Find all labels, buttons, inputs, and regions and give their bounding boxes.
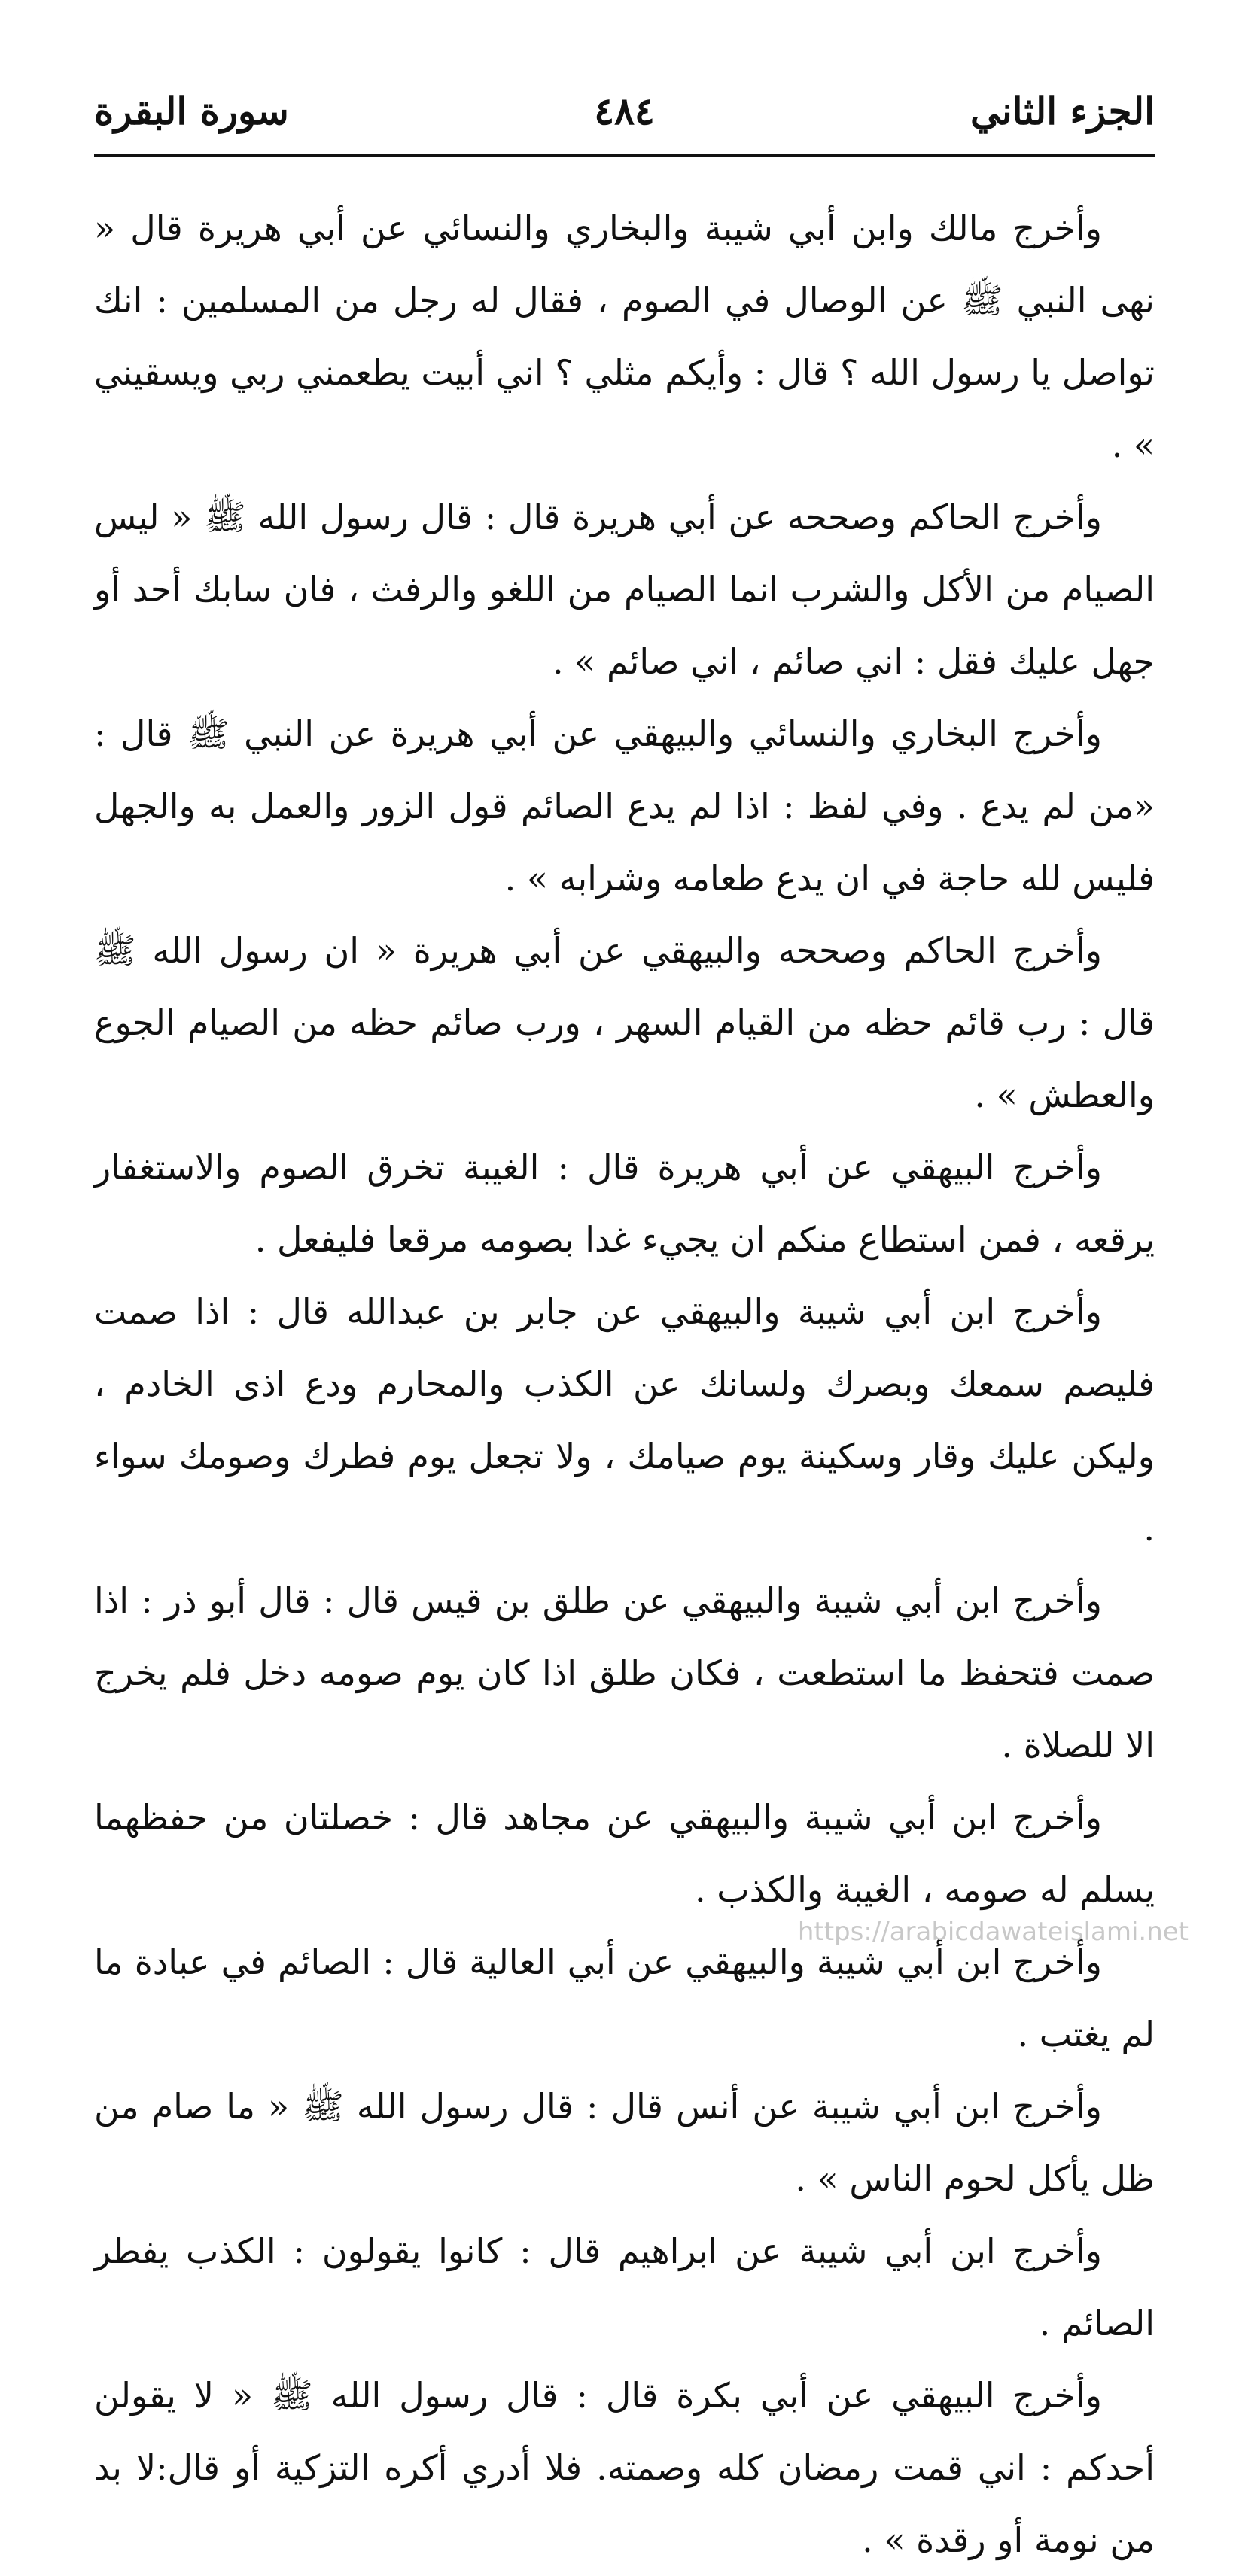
page-body: [94, 192, 1155, 2576]
paragraph: وأخرج الحاكم وصححه عن أبي هريرة قال : قال رسول الله ﷺ « ليس الصيام من الأكل والشرب انما الصيام من اللغو والرفث ، فان سابك أحد أو جهل عليك فقل : اني صائم ، اني صائم » .: [94, 497, 1155, 682]
paragraph: وأخرج الحاكم وصححه والبيهقي عن أبي هريرة « ان رسول الله ﷺ قال : رب قائم حظه من القيام السهر ، ورب صائم حظه من الصيام الجوع والعطش » .: [94, 930, 1155, 1115]
header-rule: [94, 154, 1155, 157]
running-header: [94, 83, 1155, 158]
paragraph: وأخرج مالك وابن أبي شيبة والبخاري والنسائي عن أبي هريرة قال « نهى النبي ﷺ عن الوصال في الصوم ، فقال له رجل من المسلمين : انك تواصل يا رسول الله ؟ قال : وأيكم مثلي ؟ اني أبيت يطعمني ربي ويسقيني » .: [94, 208, 1155, 465]
paragraph: وأخرج ابن أبي شيبة والبيهقي عن مجاهد قال : خصلتان من حفظهما يسلم له صومه ، الغيبة والكذب .: [94, 1797, 1155, 1910]
paragraph: وأخرج ابن أبي شيبة عن أنس قال : قال رسول الله ﷺ « ما صام من ظل يأكل لحوم الناس » .: [94, 2086, 1155, 2199]
paragraph: وأخرج البيهقي عن أبي بكرة قال : قال رسول الله ﷺ « لا يقولن أحدكم : اني قمت رمضان كله وصمته. فلا أدري أكره التزكية أو قال:لا بد من نومة أو رقدة » .: [94, 2375, 1155, 2560]
page-number: ٤٨٤: [594, 89, 655, 133]
paragraph: وأخرج ابن أبي شيبة عن ابراهيم قال : كانوا يقولون : الكذب يفطر الصائم .: [94, 2231, 1155, 2343]
juz-title: الجزء الثاني: [970, 89, 1155, 133]
paragraph: وأخرج البخاري والنسائي والبيهقي عن أبي هريرة عن النبي ﷺ قال : «من لم يدع . وفي لفظ : اذا لم يدع الصائم قول الزور والعمل به والجهل فليس لله حاجة في ان يدع طعامه وشرابه » .: [94, 713, 1155, 899]
paragraph: وأخرج ابن أبي شيبة والبيهقي عن طلق بن قيس قال : قال أبو ذر : اذا صمت فتحفظ ما استطعت ، فكان طلق اذا كان يوم صومه دخل فلم يخرج الا للصلاة .: [94, 1580, 1155, 1765]
paragraph: وأخرج البيهقي عن أبي هريرة قال : الغيبة تخرق الصوم والاستغفار يرقعه ، فمن استطاع منكم ان يجيء غدا بصومه مرقعا فليفعل .: [94, 1147, 1155, 1260]
paragraph: وأخرج ابن أبي شيبة والبيهقي عن أبي العالية قال : الصائم في عبادة ما لم يغتب .: [94, 1942, 1155, 2054]
surah-title: سورة البقرة: [94, 89, 289, 133]
watermark-url: https://arabicdawateislami.net: [797, 1917, 1189, 1947]
paragraph: وأخرج ابن أبي شيبة والبيهقي عن جابر بن عبدالله قال : اذا صمت فليصم سمعك وبصرك ولسانك عن الكذب والمحارم ودع اذى الخادم ، وليكن عليك وقار وسكينة يوم صيامك ، ولا تجعل يوم فطرك وصومك سواء .: [94, 1291, 1155, 1549]
